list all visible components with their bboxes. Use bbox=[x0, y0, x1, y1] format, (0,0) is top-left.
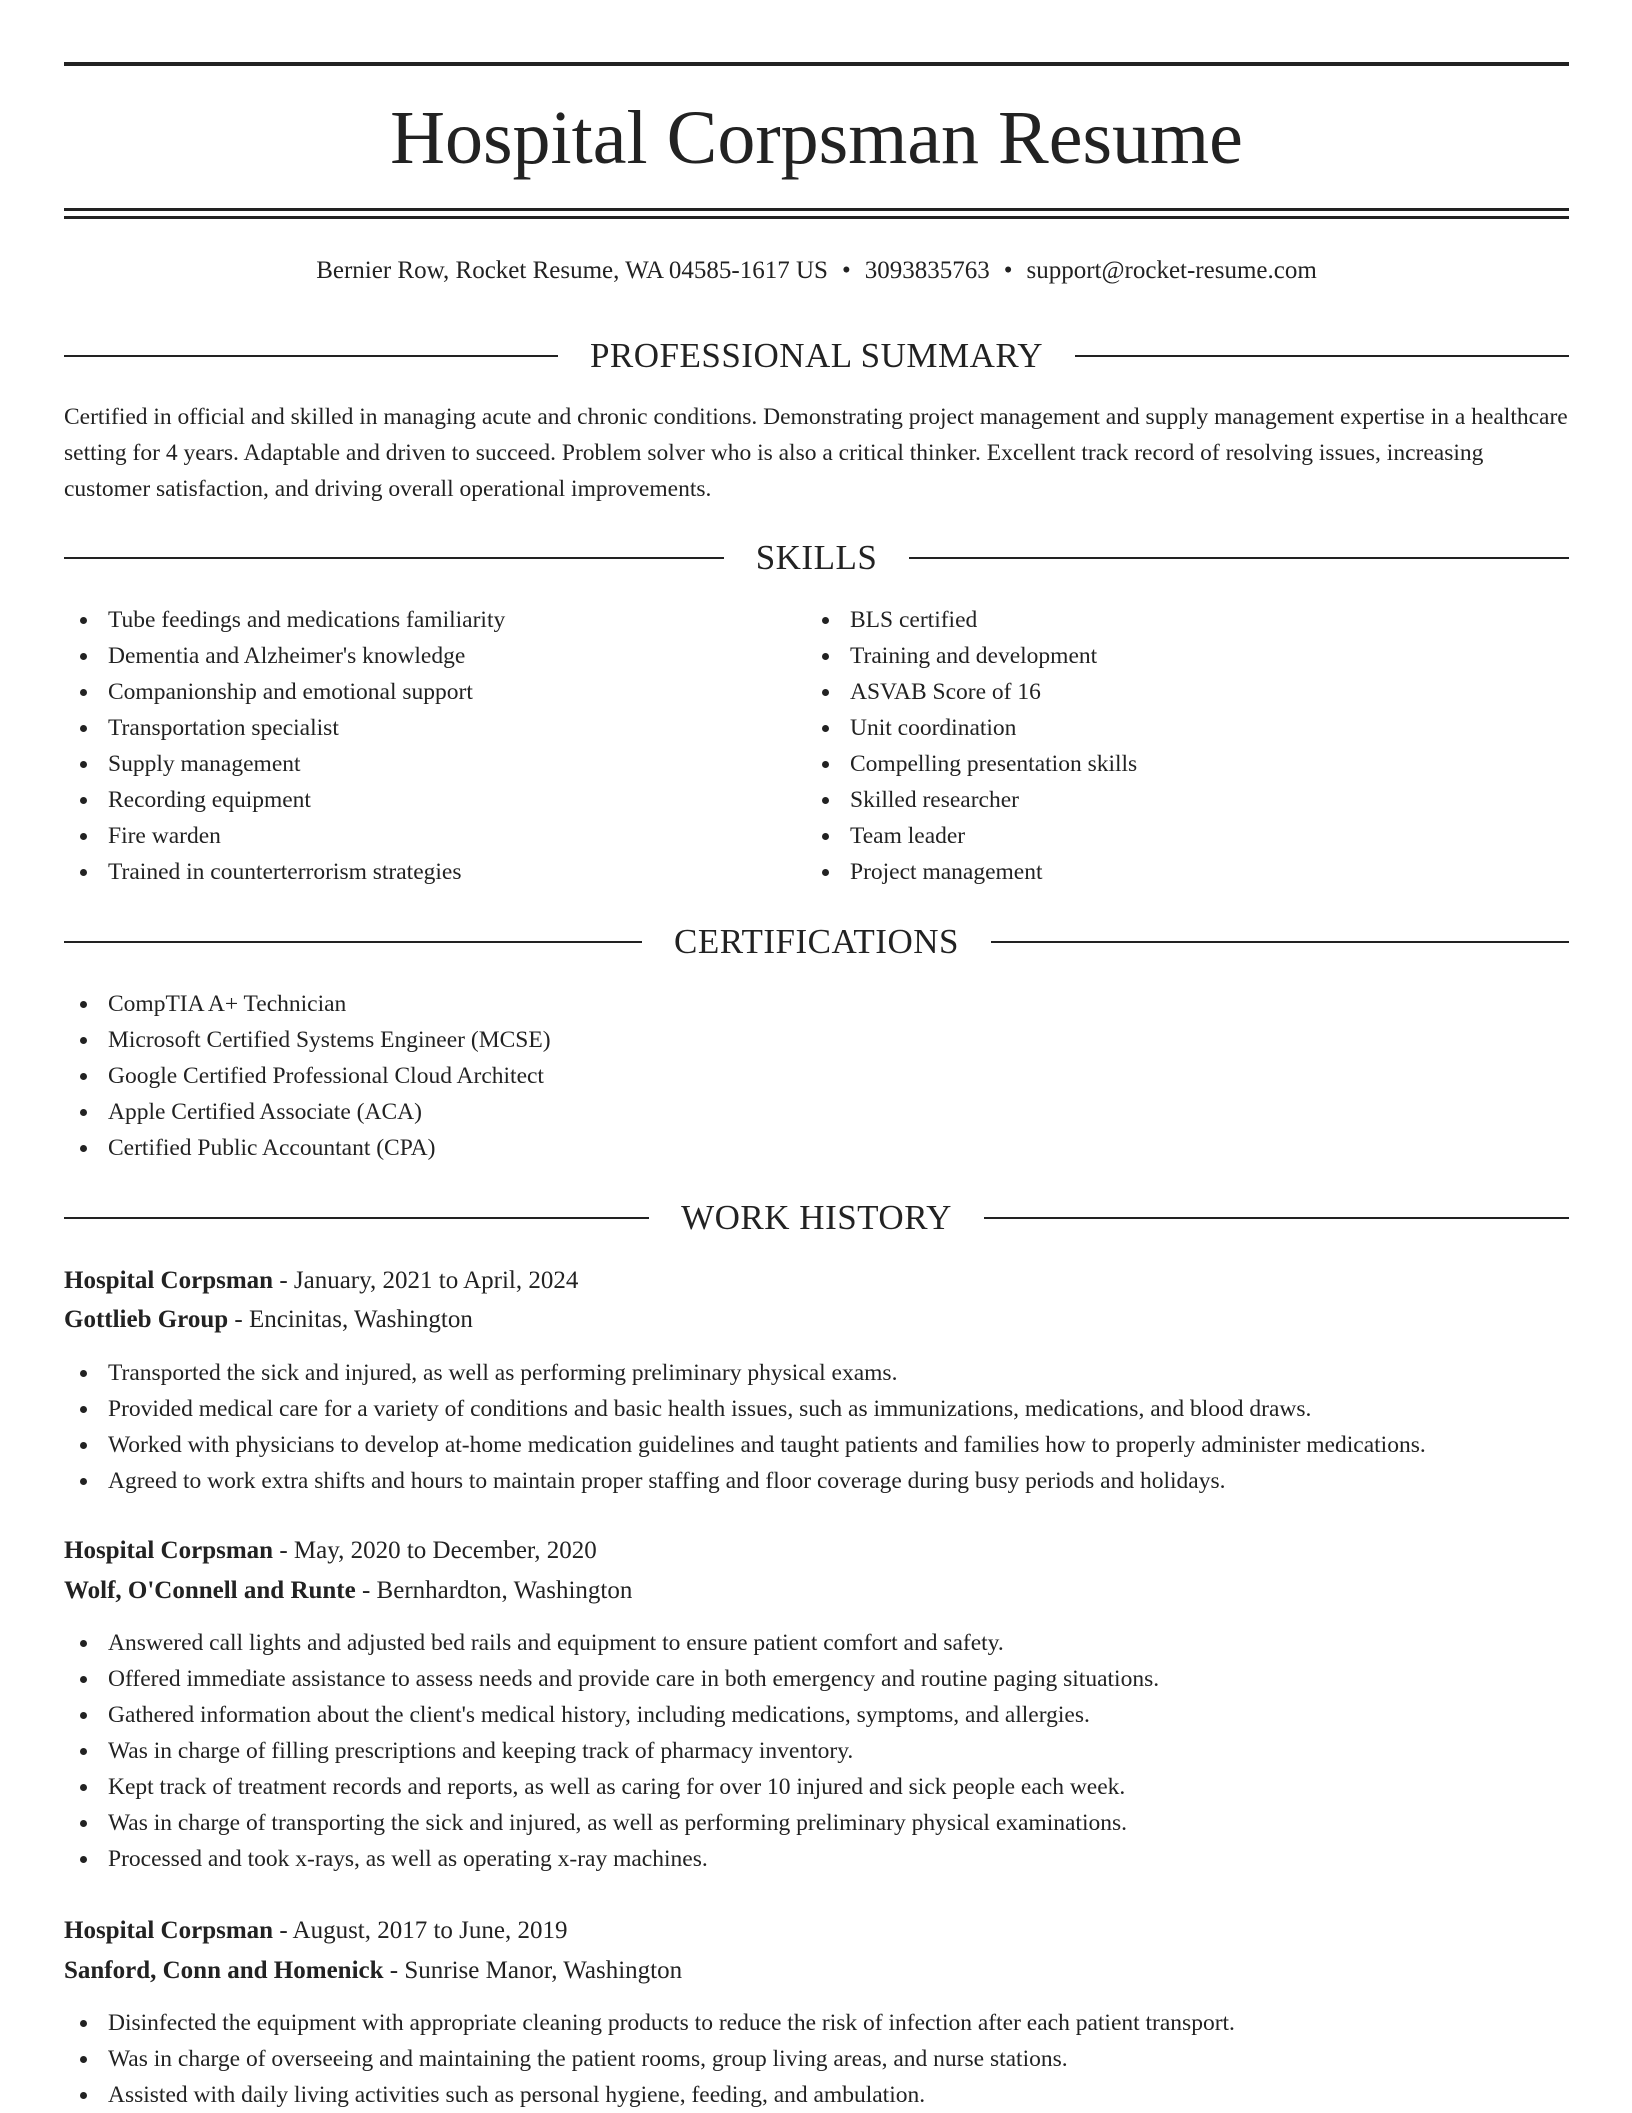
job-title-line bbox=[64, 1912, 1569, 1950]
heading-rule bbox=[64, 355, 558, 357]
job-bullet: Processed and took x-rays, as well as operating x-ray machines. bbox=[64, 1841, 1159, 1877]
job-dates: - January, 2021 to April, 2024 bbox=[273, 1267, 579, 1294]
job-dates: - May, 2020 to December, 2020 bbox=[273, 1537, 597, 1564]
contact-separator: • bbox=[1003, 257, 1013, 284]
skill-item: Companionship and emotional support bbox=[64, 674, 505, 710]
certification-item: Certified Public Accountant (CPA) bbox=[64, 1130, 551, 1166]
job-bullet: Agreed to work extra shifts and hours to maintain proper staffing and floor coverage during busy periods and holidays. bbox=[64, 1463, 1426, 1499]
skill-item: Transportation specialist bbox=[64, 710, 505, 746]
skill-item: Fire warden bbox=[64, 818, 505, 854]
section-heading-work-history bbox=[64, 1196, 1569, 1240]
job-company: Gottlieb Group bbox=[64, 1306, 229, 1333]
certification-item: CompTIA A+ Technician bbox=[64, 986, 551, 1022]
skill-item: Team leader bbox=[806, 818, 1137, 854]
heading-rule bbox=[64, 557, 724, 559]
certifications-list bbox=[64, 986, 551, 1166]
job-bullet: Answered call lights and adjusted bed rails and equipment to ensure patient comfort and safety. bbox=[64, 1625, 1159, 1661]
job-bullet: Was in charge of transporting the sick and injured, as well as performing preliminary physical examinations. bbox=[64, 1805, 1159, 1841]
job-company-line bbox=[64, 1572, 1569, 1610]
heading-rule bbox=[909, 557, 1569, 559]
skill-item: Dementia and Alzheimer's knowledge bbox=[64, 638, 505, 674]
section-heading-summary bbox=[64, 334, 1569, 378]
heading-rule bbox=[984, 1217, 1569, 1219]
job-role: Hospital Corpsman bbox=[64, 1267, 274, 1294]
section-title: SKILLS bbox=[755, 538, 878, 577]
section-title: WORK HISTORY bbox=[681, 1198, 952, 1237]
job-company-line bbox=[64, 1301, 1569, 1339]
title-rule-upper bbox=[64, 208, 1569, 211]
heading-rule bbox=[64, 941, 642, 943]
job-bullets bbox=[64, 2005, 1235, 2113]
job-company: Wolf, O'Connell and Runte bbox=[64, 1577, 356, 1604]
job-dates: - August, 2017 to June, 2019 bbox=[273, 1917, 568, 1944]
page-title: Hospital Corpsman Resume bbox=[390, 96, 1243, 180]
skill-item: Tube feedings and medications familiarity bbox=[64, 602, 505, 638]
job-bullet: Provided medical care for a variety of conditions and basic health issues, such as immunizations, medications, and blood draws. bbox=[64, 1391, 1426, 1427]
heading-rule bbox=[991, 941, 1569, 943]
skill-item: Unit coordination bbox=[806, 710, 1137, 746]
job-title-line bbox=[64, 1532, 1569, 1570]
skill-item: Compelling presentation skills bbox=[806, 746, 1137, 782]
job-bullets bbox=[64, 1625, 1159, 1877]
job-location: - Bernhardton, Washington bbox=[355, 1577, 633, 1604]
skill-item: BLS certified bbox=[806, 602, 1137, 638]
job-bullet: Gathered information about the client's medical history, including medications, symptoms, and allergies. bbox=[64, 1697, 1159, 1733]
skill-item: Trained in counterterrorism strategies bbox=[64, 854, 505, 890]
heading-rule bbox=[1075, 355, 1569, 357]
skills-list-left bbox=[64, 602, 505, 890]
contact-line bbox=[64, 253, 1569, 289]
section-heading-skills bbox=[64, 536, 1569, 580]
job-location: - Encinitas, Washington bbox=[228, 1306, 473, 1333]
title-rule-lower bbox=[64, 216, 1569, 219]
certification-item: Microsoft Certified Systems Engineer (MCSE) bbox=[64, 1022, 551, 1058]
job-bullet: Was in charge of filling prescriptions and keeping track of pharmacy inventory. bbox=[64, 1733, 1159, 1769]
skill-item: Recording equipment bbox=[64, 782, 505, 818]
job-bullet: Was in charge of overseeing and maintaining the patient rooms, group living areas, and nurse stations. bbox=[64, 2041, 1235, 2077]
skill-item: Supply management bbox=[64, 746, 505, 782]
section-title: PROFESSIONAL SUMMARY bbox=[589, 336, 1044, 375]
contact-phone: 3093835763 bbox=[864, 257, 990, 284]
heading-rule bbox=[64, 1217, 649, 1219]
job-company-line bbox=[64, 1952, 1569, 1990]
skill-item: ASVAB Score of 16 bbox=[806, 674, 1137, 710]
job-company: Sanford, Conn and Homenick bbox=[64, 1957, 384, 1984]
job-role: Hospital Corpsman bbox=[64, 1917, 274, 1944]
job-role: Hospital Corpsman bbox=[64, 1537, 274, 1564]
contact-separator: • bbox=[841, 257, 851, 284]
job-title-line bbox=[64, 1262, 1569, 1300]
skill-item: Project management bbox=[806, 854, 1137, 890]
skill-item: Training and development bbox=[806, 638, 1137, 674]
certification-item: Google Certified Professional Cloud Architect bbox=[64, 1058, 551, 1094]
job-bullet: Disinfected the equipment with appropriate cleaning products to reduce the risk of infection after each patient transport. bbox=[64, 2005, 1235, 2041]
top-rule bbox=[64, 62, 1569, 66]
job-bullet: Offered immediate assistance to assess needs and provide care in both emergency and routine paging situations. bbox=[64, 1661, 1159, 1697]
section-title: CERTIFICATIONS bbox=[674, 922, 959, 961]
contact-address: Bernier Row, Rocket Resume, WA 04585-1617 US bbox=[316, 257, 828, 284]
job-bullet: Kept track of treatment records and reports, as well as caring for over 10 injured and sick people each week. bbox=[64, 1769, 1159, 1805]
summary-text: Certified in official and skilled in managing acute and chronic conditions. Demonstrating project management and supply management expertise in a healthcare setting for 4 years. Adaptable and driven to succeed. Problem solver who is also a critical thinker. Excellent track record of resolving issues, increasing customer satisfaction, and driving overall operational improvements. bbox=[64, 404, 1568, 502]
job-bullet: Transported the sick and injured, as well as performing preliminary physical exams. bbox=[64, 1355, 1426, 1391]
skills-list-right bbox=[806, 602, 1137, 890]
certification-item: Apple Certified Associate (ACA) bbox=[64, 1094, 551, 1130]
job-bullet: Assisted with daily living activities such as personal hygiene, feeding, and ambulation. bbox=[64, 2077, 1235, 2113]
job-location: - Sunrise Manor, Washington bbox=[383, 1957, 683, 1984]
skill-item: Skilled researcher bbox=[806, 782, 1137, 818]
contact-email: support@rocket-resume.com bbox=[1026, 257, 1317, 284]
section-heading-certifications bbox=[64, 920, 1569, 964]
job-bullets bbox=[64, 1355, 1426, 1499]
job-bullet: Worked with physicians to develop at-home medication guidelines and taught patients and families how to properly administer medications. bbox=[64, 1427, 1426, 1463]
